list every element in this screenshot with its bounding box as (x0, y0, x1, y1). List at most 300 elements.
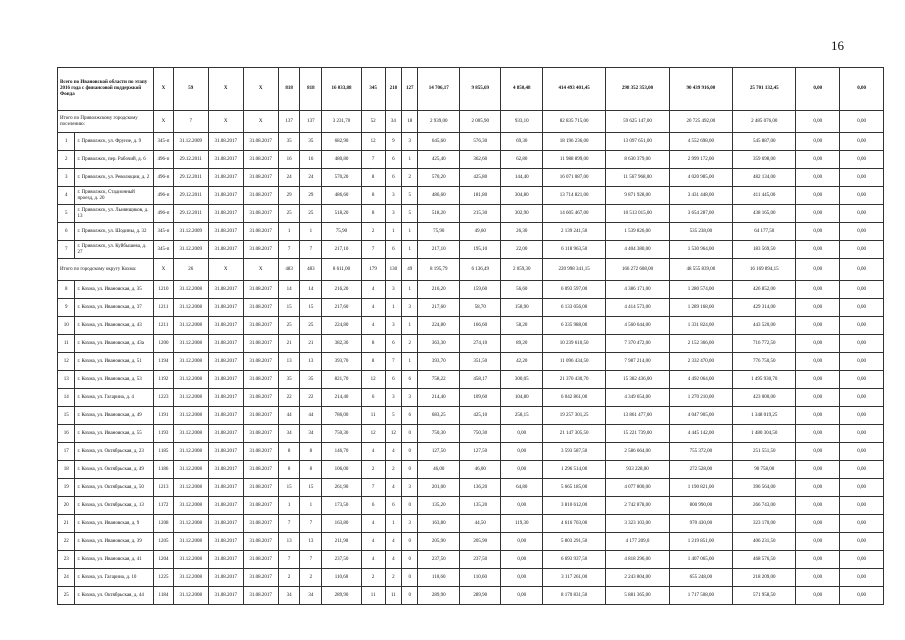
row-number-cell: 21 (58, 515, 75, 533)
table-cell: 0,00 (501, 461, 543, 479)
table-cell: 818 (300, 68, 322, 111)
group-total-row (58, 259, 884, 281)
table-cell: 218 209,00 (733, 569, 796, 587)
table-cell: 90 439 916,00 (669, 68, 732, 111)
table-cell: 7 (300, 551, 322, 569)
table-cell: 1225 (154, 569, 174, 587)
table-cell: 16 033,88 (322, 68, 361, 111)
table-cell: 158,90 (501, 299, 543, 317)
table-cell: 3 (385, 205, 401, 223)
table-cell: 0,00 (796, 497, 840, 515)
table-cell: 0,00 (840, 259, 884, 281)
summary-label-cell: Итого по городскому округу Кохма: (58, 259, 154, 281)
table-cell: 8 (300, 461, 322, 479)
table-cell: X (154, 111, 174, 133)
address-cell: г. Кохма, ул. Ивановская, д. 49 (75, 407, 154, 425)
table-cell: 645,60 (418, 133, 460, 151)
table-cell: 0 (402, 443, 418, 461)
table-cell: 2 005,90 (459, 111, 501, 133)
table-cell: X (243, 68, 278, 111)
table-cell: 1 (385, 223, 401, 241)
table-cell: 16 071 087,00 (542, 169, 605, 187)
table-cell: 31.12.2008 (173, 443, 208, 461)
row-number-cell: 6 (58, 223, 75, 241)
table-cell: 211,90 (322, 533, 361, 551)
table-cell: 15 221 739,00 (606, 425, 669, 443)
table-cell: 0 (402, 569, 418, 587)
table-cell: 8 (361, 169, 385, 187)
row-number-cell: 14 (58, 389, 75, 407)
table-cell: 52 (361, 111, 385, 133)
address-cell: г. Приволжск, ул. Фрунзе, д. 9 (75, 133, 154, 151)
row-number-cell: 15 (58, 407, 75, 425)
table-cell: 31.08.2017 (208, 389, 243, 407)
table-cell: 11 (361, 407, 385, 425)
table-cell: 7 (361, 479, 385, 497)
table-cell: 0,00 (840, 497, 884, 515)
table-cell: 482 134,00 (733, 169, 796, 187)
table-cell: 13 714 821,00 (542, 187, 605, 205)
table-cell: 237,50 (459, 551, 501, 569)
table-cell: 46,00 (418, 461, 460, 479)
table-cell: 16 (300, 151, 322, 169)
table-cell: 29.12.2011 (173, 187, 208, 205)
table-cell: 4 349 654,00 (606, 389, 669, 407)
table-cell: 0,00 (501, 533, 543, 551)
table-cell: 21 147 305,50 (542, 425, 605, 443)
table-cell: 59 625 147,00 (606, 111, 669, 133)
summary-label-cell: Итого по Приволжскому городскому поселению: (58, 111, 154, 133)
table-cell: 3 (385, 187, 401, 205)
table-cell: 25 (300, 205, 322, 223)
table-cell: 2 332 470,00 (669, 353, 732, 371)
table-cell: 220 998 341,15 (542, 259, 605, 281)
table-cell: 1 331 824,00 (669, 317, 732, 335)
table-cell: 545 887,00 (733, 133, 796, 151)
table-cell: 7 (278, 241, 300, 259)
table-cell: 2 (402, 169, 418, 187)
table-cell: 35 (278, 133, 300, 151)
table-cell: 0,00 (796, 223, 840, 241)
table-cell: 31.12.2008 (173, 497, 208, 515)
table-cell: 0,00 (840, 533, 884, 551)
table-cell: 0,00 (840, 407, 884, 425)
table-cell: 0,00 (501, 425, 543, 443)
table-cell: 9 855,69 (459, 68, 501, 111)
table-cell: 4 560 644,00 (606, 317, 669, 335)
table-cell: 570,20 (322, 169, 361, 187)
table-cell: 0,00 (840, 281, 884, 299)
table-cell: 0,00 (840, 587, 884, 605)
table-cell: 10 513 015,00 (606, 205, 669, 223)
table-cell: 0,00 (840, 371, 884, 389)
table-cell: 750,30 (322, 425, 361, 443)
table-cell: 16 (278, 151, 300, 169)
table-cell: 7 370 472,00 (606, 335, 669, 353)
table-cell: 31.12.2009 (173, 133, 208, 151)
table-cell: 31.08.2017 (208, 223, 243, 241)
table-cell: 821,70 (322, 371, 361, 389)
table-row (58, 317, 884, 335)
address-cell: г. Кохма, ул. Октябрьская, д. 50 (75, 479, 154, 497)
table-cell: 159,60 (459, 281, 501, 299)
table-row (58, 223, 884, 241)
table-cell: 5 (402, 187, 418, 205)
table-cell: 7 (300, 241, 322, 259)
table-cell: 163,80 (322, 515, 361, 533)
table-cell: 29.12.2011 (173, 205, 208, 223)
table-cell: 31.08.2017 (208, 515, 243, 533)
table-cell: 1172 (154, 497, 174, 515)
row-number-cell: 16 (58, 425, 75, 443)
table-row (58, 479, 884, 497)
table-cell: 786,00 (322, 407, 361, 425)
table-cell: 0,00 (840, 353, 884, 371)
address-cell: г. Кохма, ул. Ивановская, д. 41 (75, 551, 154, 569)
address-cell: г. Кохма, ул. Ивановская, д. 37 (75, 299, 154, 317)
table-cell: 2 059,30 (501, 259, 543, 281)
table-cell: 0,00 (840, 68, 884, 111)
table-cell: 6 (361, 497, 385, 515)
table-cell: 31.08.2017 (243, 407, 278, 425)
table-cell: 345-п (154, 133, 174, 151)
table-cell: 4 (361, 281, 385, 299)
table-cell: 1 (278, 497, 300, 515)
table-cell: 31.12.2008 (173, 569, 208, 587)
table-cell: 1 348 019,25 (733, 407, 796, 425)
table-cell: 31.08.2017 (243, 497, 278, 515)
table-cell: 438 165,00 (733, 205, 796, 223)
table-cell: 31.08.2017 (208, 461, 243, 479)
table-cell: 4 386 171,00 (606, 281, 669, 299)
address-cell: г. Кохма, ул. Ивановская, д. 51 (75, 353, 154, 371)
group-total-row (58, 111, 884, 133)
table-cell: 4 (385, 533, 401, 551)
table-cell: 1 (402, 353, 418, 371)
table-row (58, 299, 884, 317)
table-cell: 0,00 (501, 551, 543, 569)
table-cell: 5 (402, 205, 418, 223)
table-cell: 20 725 492,00 (669, 111, 732, 133)
row-number-cell: 2 (58, 151, 75, 169)
table-cell: 0,00 (796, 407, 840, 425)
table-cell: 21 (300, 335, 322, 353)
region-total-row (58, 68, 884, 111)
table-cell: 0,00 (796, 371, 840, 389)
table-cell: 216,20 (322, 281, 361, 299)
table-cell: 8 (361, 205, 385, 223)
table-cell: 0 (402, 461, 418, 479)
table-cell: 11 (385, 587, 401, 605)
table-cell: 64 177,50 (733, 223, 796, 241)
table-cell: 4 850,48 (501, 68, 543, 111)
table-cell: 1223 (154, 389, 174, 407)
table-cell: 31.12.2008 (173, 461, 208, 479)
table-cell: 345-п (154, 223, 174, 241)
table-cell: 300,05 (501, 371, 543, 389)
table-cell: 3 (402, 479, 418, 497)
row-number-cell: 4 (58, 187, 75, 205)
table-cell: 7 987 214,00 (606, 353, 669, 371)
table-cell: 12 (361, 425, 385, 443)
table-cell: X (208, 68, 243, 111)
table-cell: 1185 (154, 443, 174, 461)
table-cell: 2 (385, 569, 401, 587)
table-cell: 304,80 (501, 187, 543, 205)
table-cell: 31.12.2008 (173, 479, 208, 497)
table-cell: 29 (278, 187, 300, 205)
table-row (58, 389, 884, 407)
table-cell: 425,80 (459, 169, 501, 187)
table-cell: 8 170 831,50 (542, 587, 605, 605)
table-cell: 0,00 (840, 111, 884, 133)
table-cell: 8 (361, 335, 385, 353)
address-cell: г. Кохма, ул. Ивановская, д. 53 (75, 371, 154, 389)
table-cell: 127 (402, 68, 418, 111)
table-cell: 458,17 (459, 371, 501, 389)
table-cell: 411 445,00 (733, 187, 796, 205)
housing-program-table (57, 67, 884, 605)
table-cell: 31.08.2017 (243, 169, 278, 187)
table-cell: 3 593 587,50 (542, 443, 605, 461)
table-cell: 24 (278, 169, 300, 187)
table-cell: 75,90 (322, 223, 361, 241)
table-cell: 0,00 (796, 515, 840, 533)
table-cell: 64,80 (501, 479, 543, 497)
table-cell: 6 (385, 151, 401, 169)
table-cell: 1 530 964,00 (669, 241, 732, 259)
table-cell: 0,00 (796, 68, 840, 111)
table-cell: 90 758,00 (733, 461, 796, 479)
table-cell: 6 042 861,00 (542, 389, 605, 407)
address-cell: г. Кохма, ул. Ивановская, д. 43 (75, 317, 154, 335)
table-row (58, 205, 884, 223)
table-cell: 0,00 (796, 389, 840, 407)
table-cell: 205,90 (459, 533, 501, 551)
table-cell: 0,00 (840, 551, 884, 569)
table-cell: 2 (361, 461, 385, 479)
table-cell: X (243, 111, 278, 133)
table-cell: 363,30 (418, 335, 460, 353)
summary-label-cell: Всего по Ивановской области по этапу 2016 года с финансовой поддержкой Фонда (58, 68, 154, 111)
table-cell: 4 552 698,00 (669, 133, 732, 151)
table-cell: 146,70 (322, 443, 361, 461)
table-row (58, 443, 884, 461)
table-row (58, 551, 884, 569)
table-cell: 2 485 076,00 (733, 111, 796, 133)
table-cell: 933,10 (501, 111, 543, 133)
table-cell: 31.08.2017 (208, 281, 243, 299)
address-cell: г. Приволжск, ул. Куйбышева, д. 27 (75, 241, 154, 259)
table-cell: 31.08.2017 (208, 317, 243, 335)
table-cell: 1 (402, 151, 418, 169)
table-cell: 31.08.2017 (243, 241, 278, 259)
table-cell: 2 999 172,00 (669, 151, 732, 169)
table-cell: 31.08.2017 (243, 443, 278, 461)
table-cell: 31.08.2017 (243, 133, 278, 151)
table-cell: 1211 (154, 317, 174, 335)
table-cell: 0 (402, 425, 418, 443)
table-cell: 393,70 (418, 353, 460, 371)
table-cell: 1 270 210,00 (669, 389, 732, 407)
table-cell: 0,00 (840, 335, 884, 353)
table-cell: 425,10 (459, 407, 501, 425)
table-cell: 217,10 (418, 241, 460, 259)
table-cell: 31.08.2017 (208, 187, 243, 205)
table-cell: 237,50 (418, 551, 460, 569)
table-cell: 0,00 (796, 169, 840, 187)
table-cell: 0 (402, 551, 418, 569)
table-cell: 224,80 (418, 317, 460, 335)
table-cell: 2 939,00 (418, 111, 460, 133)
table-cell: 2 586 664,00 (606, 443, 669, 461)
table-cell: 1 (385, 299, 401, 317)
table-cell: 1 407 065,00 (669, 551, 732, 569)
table-cell: 12 (385, 425, 401, 443)
table-cell: 135,20 (459, 497, 501, 515)
table-cell: 59 (173, 68, 208, 111)
table-cell: 3 (385, 317, 401, 335)
table-cell: 11 988 899,00 (542, 151, 605, 169)
table-cell: 31.08.2017 (208, 169, 243, 187)
table-cell: 0,00 (796, 299, 840, 317)
table-cell: 15 (278, 299, 300, 317)
table-cell: 31.12.2008 (173, 551, 208, 569)
table-cell: 1191 (154, 407, 174, 425)
table-cell: 31.12.2008 (173, 407, 208, 425)
table-cell: 217,60 (322, 299, 361, 317)
table-cell: 31.08.2017 (208, 151, 243, 169)
row-number-cell: 11 (58, 335, 75, 353)
table-cell: 3 (402, 389, 418, 407)
table-cell: 34 (385, 111, 401, 133)
table-cell: 29.12.2011 (173, 151, 208, 169)
table-cell: 3 (402, 299, 418, 317)
row-number-cell: 23 (58, 551, 75, 569)
table-cell: 13 (278, 533, 300, 551)
table-cell: 9 (385, 133, 401, 151)
address-cell: г. Кохма, ул. Октябрьская, д. 49 (75, 461, 154, 479)
table-cell: 4 (385, 551, 401, 569)
table-cell: 13 (300, 533, 322, 551)
table-cell: 82 835 715,00 (542, 111, 605, 133)
table-cell: 31.08.2017 (208, 533, 243, 551)
table-cell: 4 445 142,00 (669, 425, 732, 443)
table-cell: 109,60 (459, 389, 501, 407)
table-cell: 1204 (154, 551, 174, 569)
row-number-cell: 18 (58, 461, 75, 479)
table-cell: 15 (278, 479, 300, 497)
table-cell: 31.08.2017 (208, 133, 243, 151)
table-cell: 166,60 (459, 317, 501, 335)
table-cell: 31.08.2017 (208, 479, 243, 497)
row-number-cell: 1 (58, 133, 75, 151)
table-cell: 58,20 (501, 317, 543, 335)
table-cell: 6 335 988,00 (542, 317, 605, 335)
table-cell: 0,00 (840, 443, 884, 461)
table-cell: 6 118 963,50 (542, 241, 605, 259)
table-cell: 0 (402, 533, 418, 551)
table-cell: 44,50 (459, 515, 501, 533)
table-cell: 31.12.2008 (173, 371, 208, 389)
table-cell: 48 555 839,00 (669, 259, 732, 281)
table-cell: 0,00 (796, 569, 840, 587)
table-cell: 1184 (154, 587, 174, 605)
table-cell: 13 861 477,00 (606, 407, 669, 425)
table-cell: 1 (385, 515, 401, 533)
table-cell: 14 605 467,00 (542, 205, 605, 223)
table-cell: 483 (278, 259, 300, 281)
table-cell: 31.08.2017 (243, 389, 278, 407)
table-cell: 1200 (154, 335, 174, 353)
table-cell: 22 (278, 389, 300, 407)
table-cell: 4 492 064,00 (669, 371, 732, 389)
table-cell: 0,00 (796, 533, 840, 551)
table-cell: 110,60 (418, 569, 460, 587)
table-cell: 4 020 985,00 (669, 169, 732, 187)
table-cell: 2 (278, 569, 300, 587)
table-cell: 6 136,49 (459, 259, 501, 281)
table-cell: 1192 (154, 371, 174, 389)
table-cell: 31.08.2017 (243, 353, 278, 371)
row-number-cell: 3 (58, 169, 75, 187)
table-cell: 31.08.2017 (208, 335, 243, 353)
table-row (58, 569, 884, 587)
table-cell: 8 (361, 187, 385, 205)
table-cell: 750,30 (418, 425, 460, 443)
table-cell: 13 (300, 353, 322, 371)
table-cell: 31.12.2008 (173, 389, 208, 407)
table-cell: 382,30 (322, 335, 361, 353)
table-cell: 468 576,50 (733, 551, 796, 569)
table-cell: 22,00 (501, 241, 543, 259)
table-cell: 0,00 (796, 111, 840, 133)
table-row (58, 133, 884, 151)
table-cell: 518,20 (418, 205, 460, 223)
table-cell: 21 (278, 335, 300, 353)
table-cell: 163,80 (418, 515, 460, 533)
row-number-cell: 10 (58, 317, 75, 335)
table-cell: 2 (402, 335, 418, 353)
table-cell: 3 810 612,00 (542, 497, 605, 515)
address-cell: г. Приволжск, ул. Льнянщиков, д. 13 (75, 205, 154, 223)
table-cell: 5 (385, 407, 401, 425)
table-cell: 393,70 (322, 353, 361, 371)
table-cell: 800 990,00 (669, 497, 732, 515)
table-cell: 0,00 (796, 317, 840, 335)
table-cell: 1194 (154, 353, 174, 371)
table-cell: 31.08.2017 (208, 241, 243, 259)
table-cell: 6 (385, 241, 401, 259)
table-cell: 15 (300, 299, 322, 317)
table-cell: 31.08.2017 (208, 353, 243, 371)
table-cell: 31.12.2008 (173, 281, 208, 299)
table-cell: 0,00 (796, 133, 840, 151)
table-cell: 486,60 (322, 187, 361, 205)
table-row (58, 371, 884, 389)
table-cell: 716 772,50 (733, 335, 796, 353)
table-cell: 7 (361, 241, 385, 259)
table-cell: 6 (385, 169, 401, 187)
table-cell: 274,10 (459, 335, 501, 353)
table-cell: 323 170,00 (733, 515, 796, 533)
address-cell: г. Приволжск, Стадионный проезд, д. 20 (75, 187, 154, 205)
table-cell: 7 (278, 515, 300, 533)
table-cell: 49 (402, 259, 418, 281)
row-number-cell: 24 (58, 569, 75, 587)
table-cell: 426 852,00 (733, 281, 796, 299)
table-cell: 425,40 (418, 151, 460, 169)
